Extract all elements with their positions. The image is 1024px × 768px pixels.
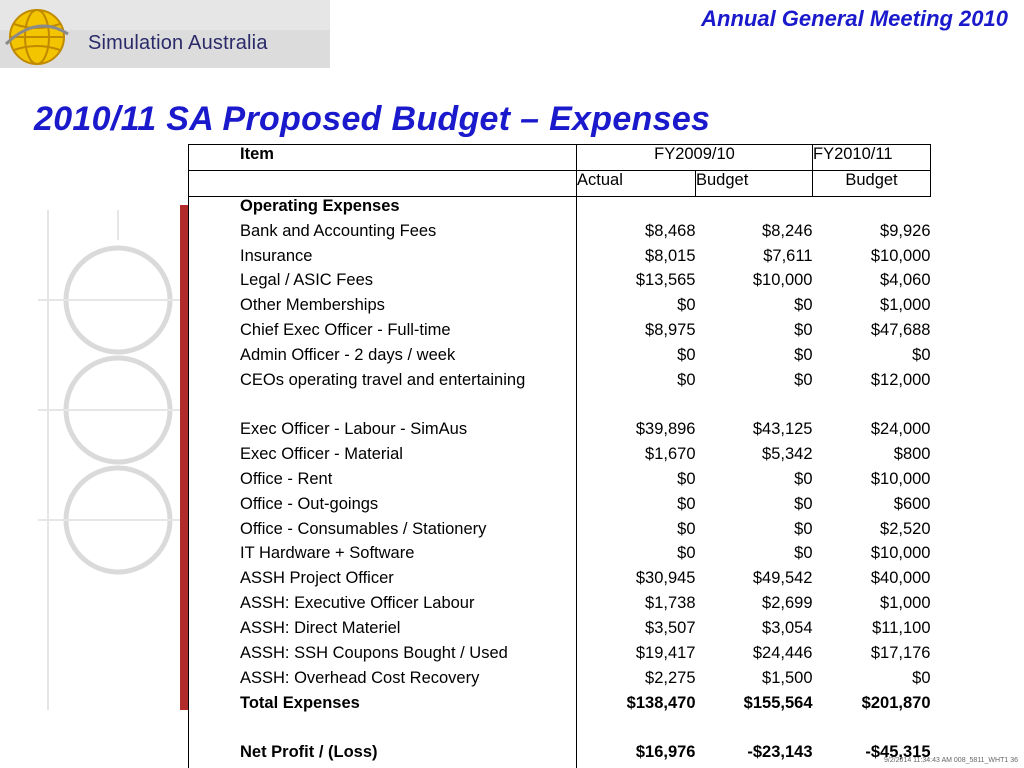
cell-budget: $24,446 [752,644,813,663]
cell-fy11: $10,000 [870,246,931,265]
cell-budget: $5,342 [762,444,813,463]
cell-actual: $30,945 [635,569,696,588]
globe-logo-icon [4,4,70,70]
cell-budget [696,719,813,743]
cell-actual: $0 [677,544,696,563]
cell-budget: $1,500 [762,668,813,687]
cell-budget: -$23,143 [747,742,813,761]
cell-budget: $49,542 [752,569,813,588]
cell-budget: $3,054 [762,619,813,638]
cell-budget: $2,699 [762,594,813,613]
cell-item: CEOs operating travel and entertaining [189,371,577,420]
cell-budget: $0 [794,469,813,488]
cell-fy11: $0 [912,346,931,365]
table-row [189,420,931,445]
cell-actual [577,719,696,743]
table-row [189,669,931,694]
cell-budget: $0 [794,519,813,538]
subheader-blank [189,170,577,196]
cell-fy11: $10,000 [870,469,931,488]
table-row [189,495,931,520]
background-decoration-icon [38,210,188,710]
cell-item: Operating Expenses [189,196,577,221]
table-row [189,694,931,719]
cell-budget [696,196,813,221]
cell-budget: $0 [794,321,813,340]
table-row [189,594,931,619]
footer-note: 9/2/2014 11:34:43 AM 008_5811_WHT1 36 [883,757,1018,764]
cell-item: Office - Out-goings [189,495,577,520]
cell-actual: $0 [677,494,696,513]
table-row [189,271,931,296]
table-row [189,346,931,371]
cell-item: Admin Officer - 2 days / week [189,346,577,371]
cell-fy11: $47,688 [870,321,931,340]
table-row [189,644,931,669]
cell-item: Office - Consumables / Stationery [189,520,577,545]
cell-actual: $8,015 [645,246,696,265]
cell-item: Office - Rent [189,470,577,495]
cell-actual [577,196,696,221]
cell-item: Legal / ASIC Fees [189,271,577,296]
table-row [189,743,931,768]
cell-fy11: -$45,315 [865,742,931,761]
cell-actual: $0 [677,371,696,390]
cell-item: Other Memberships [189,296,577,321]
cell-budget: $10,000 [752,271,813,290]
cell-fy11: $1,000 [880,594,931,613]
cell-budget: $0 [794,346,813,365]
cell-fy11: $201,870 [861,693,931,712]
cell-item: ASSH: Overhead Cost Recovery [189,669,577,694]
table-row [189,222,931,247]
table-row [189,247,931,272]
table-row [189,520,931,545]
table-row [189,321,931,346]
subheader-budget: Budget [696,170,813,196]
cell-item: IT Hardware + Software [189,544,577,569]
cell-actual: $39,896 [635,420,696,439]
table-row [189,569,931,594]
cell-fy11: $1,000 [880,296,931,315]
cell-fy11: $2,520 [880,519,931,538]
logo-strip [0,0,330,68]
cell-actual: $2,275 [645,668,696,687]
slide-title: 2010/11 SA Proposed Budget – Expenses [34,100,711,138]
cell-fy11: $4,060 [880,271,931,290]
table-row [189,470,931,495]
cell-item: Exec Officer - Labour - SimAus [189,420,577,445]
cell-actual: $8,975 [645,321,696,340]
cell-actual: $0 [677,469,696,488]
cell-actual: $138,470 [626,693,696,712]
cell-item: ASSH Project Officer [189,569,577,594]
cell-fy11: $600 [893,494,931,513]
cell-item: Total Expenses [189,694,577,719]
table-row [189,445,931,470]
cell-fy11 [813,196,931,221]
table-row [189,371,931,420]
cell-item: Bank and Accounting Fees [189,222,577,247]
cell-fy11: $10,000 [870,544,931,563]
table-row [189,544,931,569]
cell-actual: $13,565 [635,271,696,290]
cell-item [189,719,577,743]
org-name: Simulation Australia [88,32,268,54]
table-row [189,196,931,221]
cell-budget: $0 [794,296,813,315]
budget-table [188,144,931,768]
cell-actual: $0 [677,519,696,538]
subheader-actual: Actual [577,170,696,196]
table-subheader-row [189,170,931,196]
cell-fy11: $0 [912,668,931,687]
cell-actual: $1,670 [645,444,696,463]
header-fy2009: FY2009/10 [577,145,813,171]
cell-item: Chief Exec Officer - Full-time [189,321,577,346]
cell-fy11: $800 [893,444,931,463]
subheader-budget-fy11: Budget [813,170,931,196]
cell-fy11: $12,000 [870,371,931,390]
cell-item: Insurance [189,247,577,272]
cell-actual: $0 [677,346,696,365]
cell-fy11: $11,100 [872,619,931,638]
table-spacer-row [189,719,931,743]
cell-actual: $1,738 [645,594,696,613]
table-row [189,619,931,644]
cell-fy11: $24,000 [870,420,931,439]
cell-item: Exec Officer - Material [189,445,577,470]
cell-actual: $19,417 [635,644,696,663]
cell-actual: $8,468 [645,221,696,240]
header-item: Item [189,145,577,171]
cell-actual: $3,507 [645,619,696,638]
cell-fy11: $17,176 [870,644,931,663]
cell-budget: $8,246 [762,221,813,240]
cell-fy11 [813,719,931,743]
cell-actual: $16,976 [635,742,696,761]
cell-fy11: $9,926 [880,221,931,240]
meeting-title: Annual General Meeting 2010 [701,6,1008,31]
cell-budget: $0 [794,494,813,513]
header-fy2010: FY2010/11 [813,145,931,171]
cell-fy11: $40,000 [870,569,931,588]
cell-actual: $0 [677,296,696,315]
cell-budget: $155,564 [743,693,813,712]
cell-item: ASSH: Executive Officer Labour [189,594,577,619]
cell-item: Net Profit / (Loss) [189,743,577,768]
cell-item: ASSH: Direct Materiel [189,619,577,644]
cell-budget: $7,611 [763,246,813,265]
table-header-row [189,145,931,171]
cell-budget: $0 [794,371,813,390]
cell-budget: $0 [794,544,813,563]
table-row [189,296,931,321]
cell-item: ASSH: SSH Coupons Bought / Used [189,644,577,669]
cell-budget: $43,125 [752,420,813,439]
